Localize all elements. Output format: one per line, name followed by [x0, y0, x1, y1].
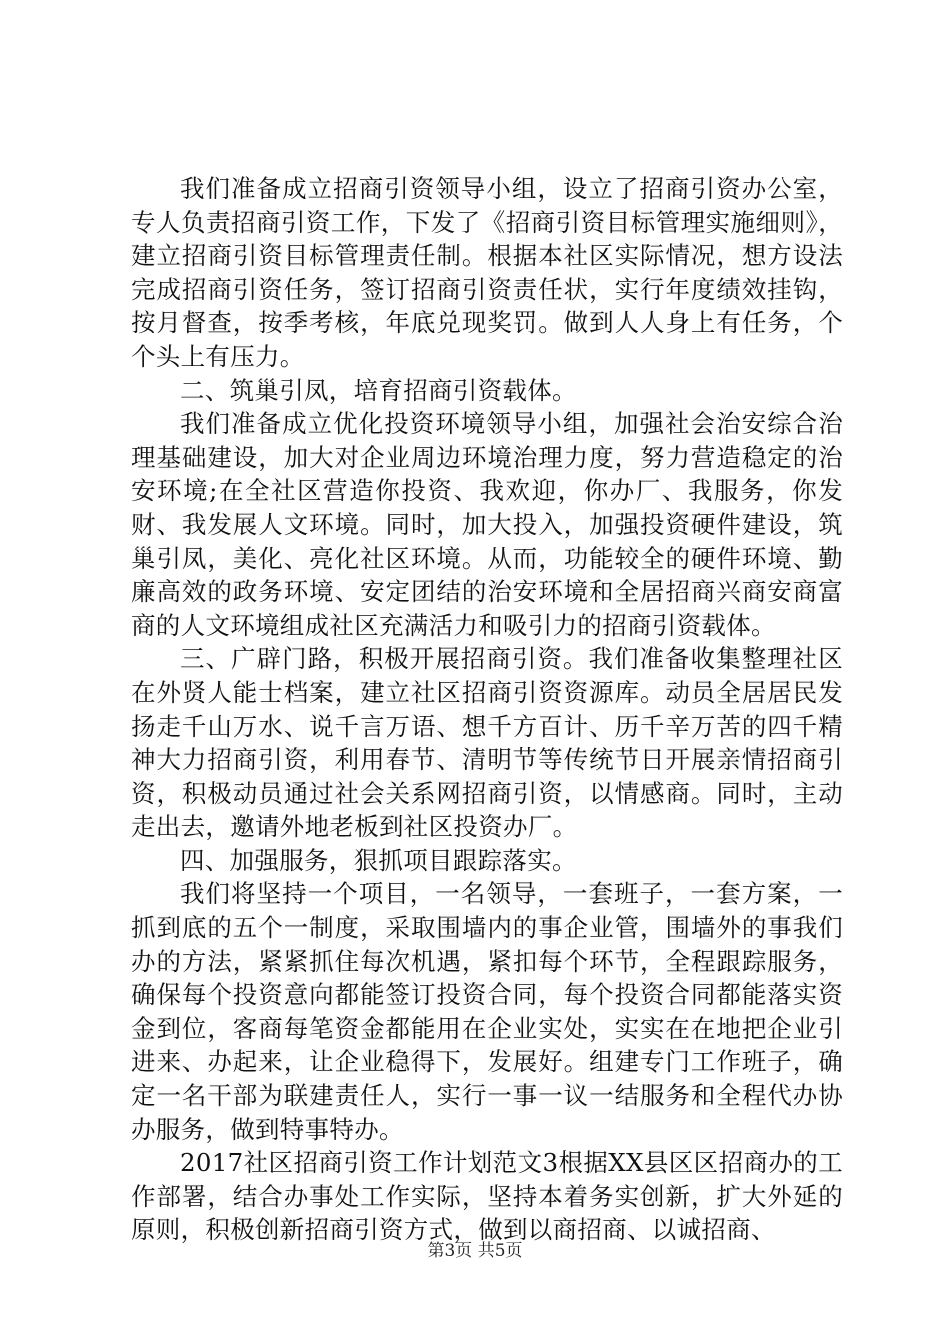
page-number-footer: 第3页 共5页 — [427, 1241, 523, 1261]
paragraph-section-three: 三、广辟门路，积极开展招商引资。我们准备收集整理社区在外贤人能士档案，建立社区招商引资资源库。动员全居居民发扬走千山万水、说千言万语、想千方百计、历千辛万苦的四千精神大力招商引资，利用春节、清明节等传统节日开展亲情招商引资，积极动员通过社会关系网招商引资，以情感商。同时，主动走出去，邀请外地老板到社区投资办厂。 — [131, 644, 843, 842]
paragraph-project-tracking: 我们将坚持一个项目，一名领导，一套班子，一套方案，一抓到底的五个一制度，采取围墙内的事企业管，围墙外的事我们办的方法，紧紧抓住每次机遇，紧扣每个环节，全程跟踪服务，确保每个投资意向都能签订投资合同，每个投资合同都能落实资金到位，客商每笔资金都能用在企业实处，实实在在地把企业引进来、办起来，让企业稳得下，发展好。组建专门工作班子，确定一名干部为联建责任人，实行一事一议一结服务和全程代办协办服务，做到特事特办。 — [131, 879, 843, 1144]
paragraph-plan-sample-3: 2017社区招商引资工作计划范文3根据XX县区区招商办的工作部署，结合办事处工作实际，坚持本着务实创新，扩大外延的原则，积极创新招商引资方式，做到以商招商、以诚招商、 — [131, 1148, 843, 1245]
heading-section-four: 四、加强服务，狠抓项目跟踪落实。 — [180, 845, 577, 875]
paragraph-target-responsibility: 我们准备成立招商引资领导小组，设立了招商引资办公室，专人负责招商引资工作，下发了《招商引资目标管理实施细则》，建立招商引资目标管理责任制。根据本社区实际情况，想方设法完成招商引资任务，签订招商引资责任状，实行年度绩效挂钩，按月督查，按季考核，年底兑现奖罚。做到人人身上有任务，个个头上有压力。 — [131, 174, 843, 371]
paragraph-investment-environment: 我们准备成立优化投资环境领导小组，加强社会治安综合治理基础建设，加大对企业周边环境治理力度，努力营造稳定的治安环境;在全社区营造你投资、我欢迎，你办厂、我服务，你发财、我发展人文环境。同时，加大投入，加强投资硬件建设，筑巢引凤，美化、亮化社区环境。从而，功能较全的硬件环境、勤廉高效的政务环境、安定团结的治安环境和全居招商兴商安商富商的人文环境组成社区充满活力和吸引力的招商引资载体。 — [131, 409, 843, 640]
heading-section-two: 二、筑巢引凤，培育招商引资载体。 — [180, 375, 577, 405]
document-body — [131, 172, 843, 1247]
